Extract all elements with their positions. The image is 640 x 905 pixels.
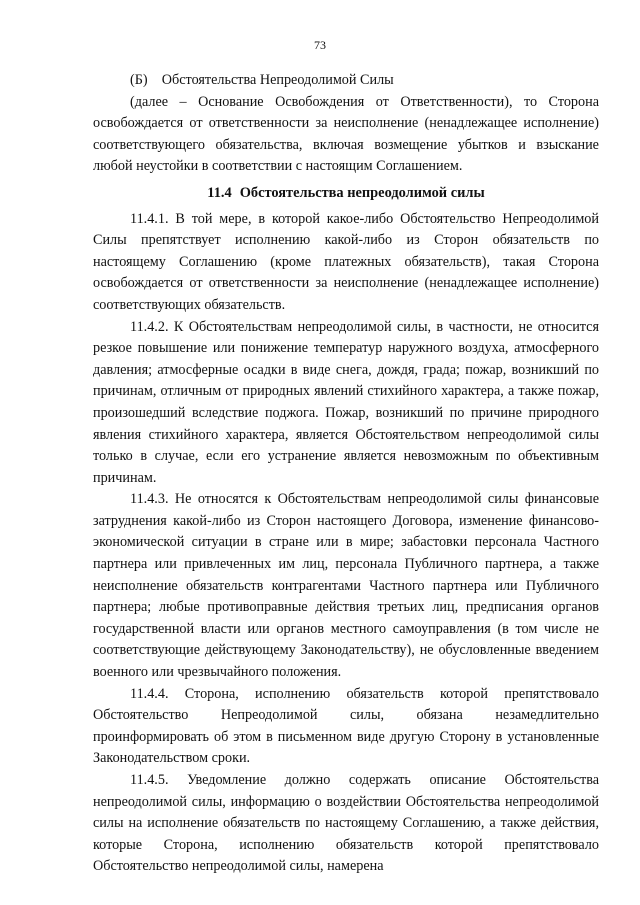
paragraph-text: К Обстоятельствам непреодолимой силы, в частности, не относится резкое повышение или понижение температур наружного воздуха, атмосферного давления; атмосферные осадки в виде снега, дождя, града; пожар, возникший по причинам, отличным от природных явлений стихийного характера, а также пожар, произошедший вследствие поджога. Пожар, возникший по причине природного явления стихийного характера, является Обстоятельством непреодолимой силы только в случае, если его устранение является невозможным по объективным причинам. [93,318,599,486]
paragraph-11-4-3 [93,489,599,683]
section-title: Обстоятельства непреодолимой силы [239,184,485,201]
paragraph-number: 11.4.4. [130,685,169,702]
clause-b-text: (далее – Основание Освобождения от Ответственности), то Сторона освобождается от ответственности за неисполнение (ненадлежащее исполнение) соответствующего обязательства, включая возмещение убытков и взыскание любой неустойки в соответствии с настоящим Соглашением. [93,93,599,175]
paragraph-text: Сторона, исполнению обязательств которой препятствовало Обстоятельство Непреодолимой силы, обязана незамедлительно проинформировать об этом в письменном виде другую Сторону в установленные Законодательством сроки. [93,685,600,767]
paragraph-number: 11.4.5. [130,772,169,788]
paragraph-11-4-1 [93,209,599,317]
paragraph-number: 11.4.1. [130,210,169,227]
section-number: 11.4 [207,184,232,201]
paragraph-11-4-2 [93,317,599,490]
paragraph-number: 11.4.2. [130,318,169,335]
clause-b-label: (Б) [130,72,148,88]
section-heading [93,183,599,205]
page-number: 73 [314,38,326,52]
paragraph-text: Уведомление должно содержать описание Обстоятельства непреодолимой силы, информацию о воздействии Обстоятельства непреодолимой силы на исполнение обязательств по настоящему Соглашению, а также действия, которые Сторона, исполнению обязательств которой препятствовало Обстоятельство непреодолимой силы, намерена [93,772,600,875]
paragraph-list [93,209,599,878]
clause-b-title: Обстоятельства Непреодолимой Силы [161,72,394,88]
paragraph-number: 11.4.3. [130,491,169,508]
paragraph-text: Не относятся к Обстоятельствам непреодолимой силы финансовые затруднения какой-либо из Сторон настоящего Договора, изменение финансово-экономической ситуации в стране или в мире; забастовки персонала Частного партнера или привлеченных им лиц, персонала Публичного партнера, а также неисполнение обязательств контрагентами Частного партнера или Публичного партнера; любые противоправные действия третьих лиц, предписания органов государственной власти или органов местного самоуправления (в том числе не соответствующие действующему Законодательству), не обусловленные введением военного или чрезвычайного положения. [93,491,599,681]
page-content [93,64,599,878]
paragraph-text: В той мере, в которой какое-либо Обстоятельство Непреодолимой Силы препятствует исполнению какой-либо из Сторон обязательств по настоящему Соглашению (кроме платежных обязательств), такая Сторона освобождается от ответственности за неисполнение (ненадлежащее исполнение) соответствующих обязательств. [93,210,599,313]
clause-b-heading [93,70,599,92]
paragraph-11-4-4 [93,684,599,770]
paragraph-11-4-5 [93,770,599,878]
